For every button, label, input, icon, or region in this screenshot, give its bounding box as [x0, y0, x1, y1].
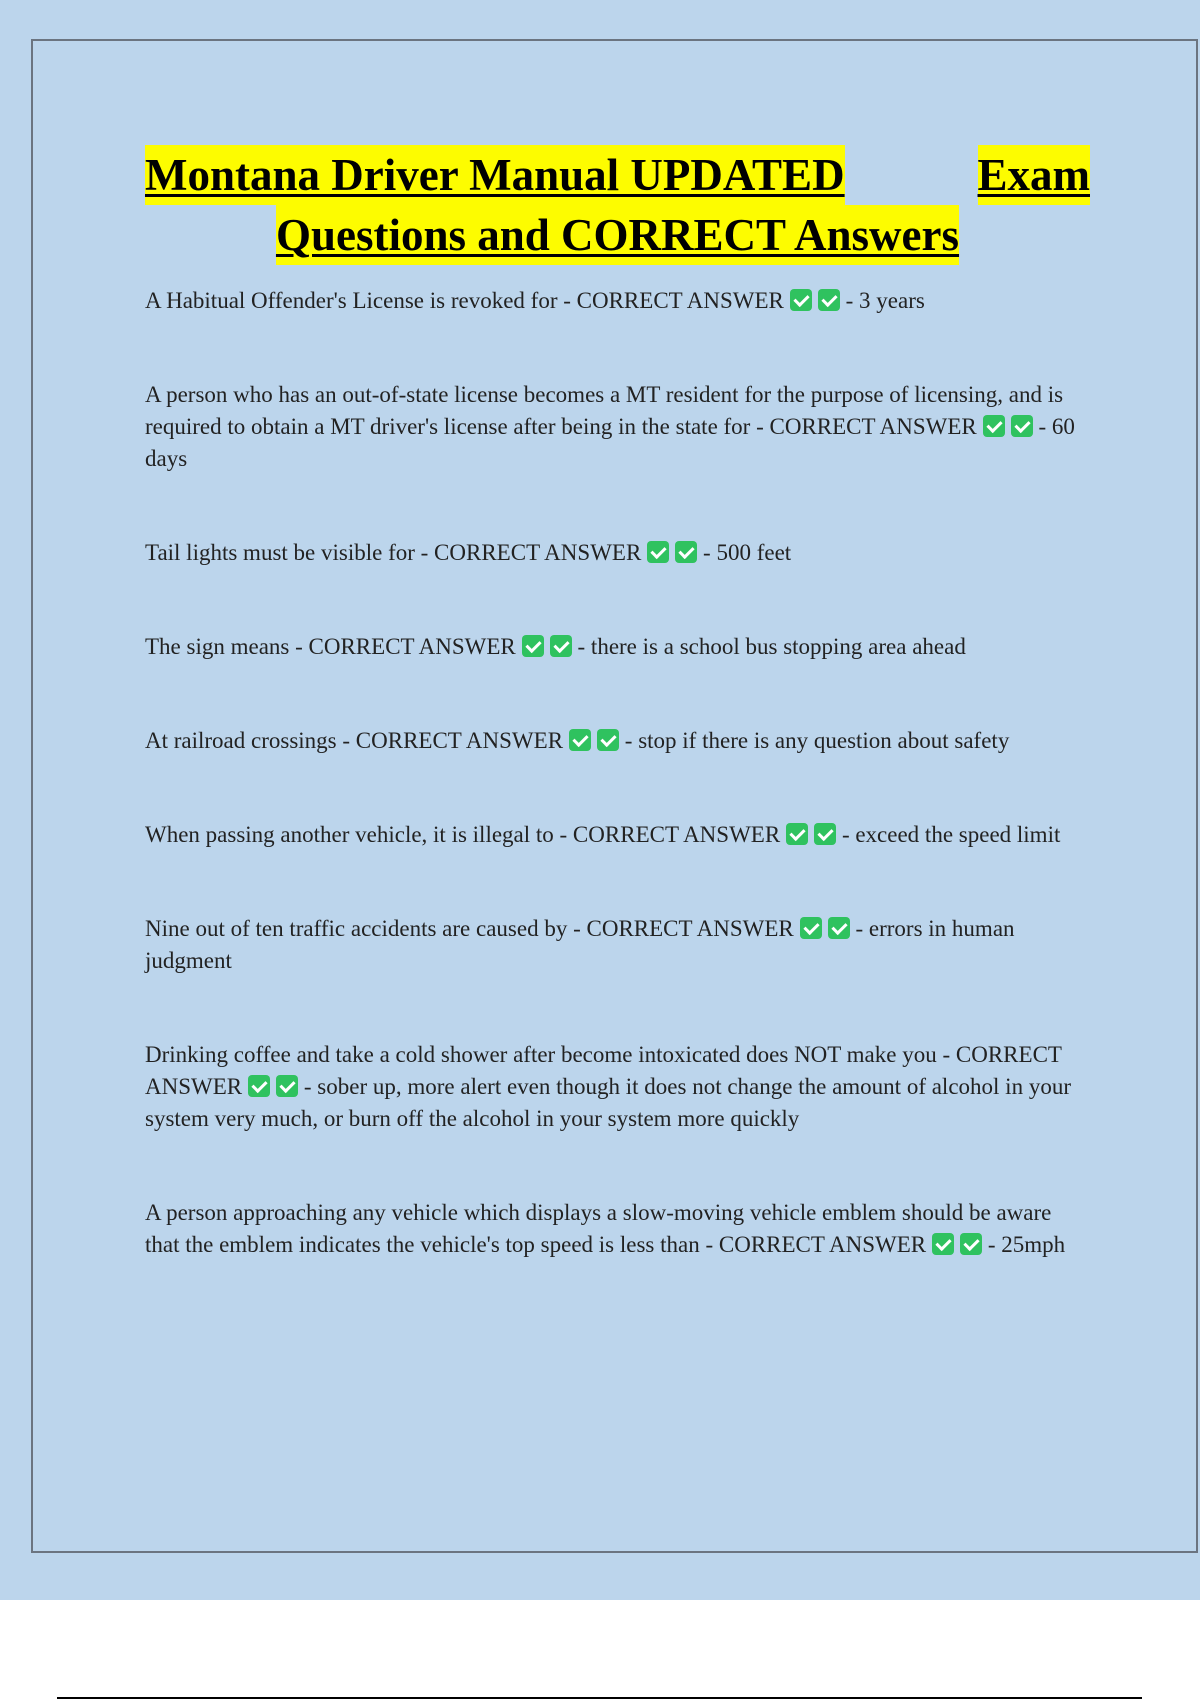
answer-text: - sober up, more alert even though it does not change the amount of alcohol in your system very much, or burn off the alcohol in your system more quickly: [145, 1074, 1071, 1131]
check-box-icon: [1011, 415, 1033, 437]
question-text: When passing another vehicle, it is illegal to - CORRECT ANSWER: [145, 822, 781, 847]
check-box-icon: [960, 1233, 982, 1255]
title-line-1: [145, 145, 1090, 205]
answer-text: - there is a school bus stopping area ahead: [577, 634, 966, 659]
answer-text: - stop if there is any question about safety: [624, 728, 1010, 753]
check-box-icon: [675, 541, 697, 563]
question-text: A person approaching any vehicle which displays a slow-moving vehicle emblem should be aware that the emblem indicates the vehicle's top speed is less than - CORRECT ANSWER: [145, 1200, 1052, 1257]
answer-text: - exceed the speed limit: [841, 822, 1061, 847]
check-box-icon: [790, 289, 812, 311]
document-title: [145, 145, 1090, 265]
question-text: The sign means - CORRECT ANSWER: [145, 634, 516, 659]
question-text: Drinking coffee and take a cold shower after become intoxicated does NOT make you - CORRECT ANSWER: [145, 1042, 1062, 1099]
question-text: A Habitual Offender's License is revoked for - CORRECT ANSWER: [145, 288, 784, 313]
check-box-icon: [276, 1075, 298, 1097]
check-box-icon: [248, 1075, 270, 1097]
check-box-icon: [550, 635, 572, 657]
question-text: At railroad crossings - CORRECT ANSWER: [145, 728, 564, 753]
question-text: A person who has an out-of-state license becomes a MT resident for the purpose of licensing, and is required to obtain a MT driver's license after being in the state for - CORRECT ANSWER: [145, 382, 1064, 439]
document-content: [145, 145, 1090, 1323]
qa-item: [145, 537, 1090, 569]
qa-item: [145, 1197, 1090, 1261]
check-box-icon: [828, 917, 850, 939]
title-text-left: Montana Driver Manual UPDATED: [145, 145, 845, 205]
answer-text: - 60 days: [145, 414, 1075, 471]
answer-text: - errors in human judgment: [145, 916, 1015, 973]
title-text-right: Exam: [978, 145, 1091, 205]
check-box-icon: [983, 415, 1005, 437]
qa-item: [145, 913, 1090, 977]
check-box-icon: [814, 823, 836, 845]
check-box-icon: [647, 541, 669, 563]
check-box-icon: [522, 635, 544, 657]
check-box-icon: [932, 1233, 954, 1255]
check-box-icon: [597, 729, 619, 751]
check-box-icon: [786, 823, 808, 845]
check-box-icon: [818, 289, 840, 311]
qa-item: [145, 379, 1090, 475]
qa-item: [145, 631, 1090, 663]
answer-text: - 25mph: [987, 1232, 1066, 1257]
title-line-2: Questions and CORRECT Answers: [276, 205, 959, 265]
check-box-icon: [569, 729, 591, 751]
qa-item: [145, 285, 1090, 317]
question-text: Nine out of ten traffic accidents are caused by - CORRECT ANSWER: [145, 916, 794, 941]
question-text: Tail lights must be visible for - CORRECT ANSWER: [145, 540, 642, 565]
answer-text: - 500 feet: [703, 540, 792, 565]
check-box-icon: [800, 917, 822, 939]
qa-item: [145, 1039, 1090, 1135]
answer-text: - 3 years: [845, 288, 925, 313]
footer-rule: [57, 1697, 1142, 1699]
qa-item: [145, 725, 1090, 757]
qa-item: [145, 819, 1090, 851]
